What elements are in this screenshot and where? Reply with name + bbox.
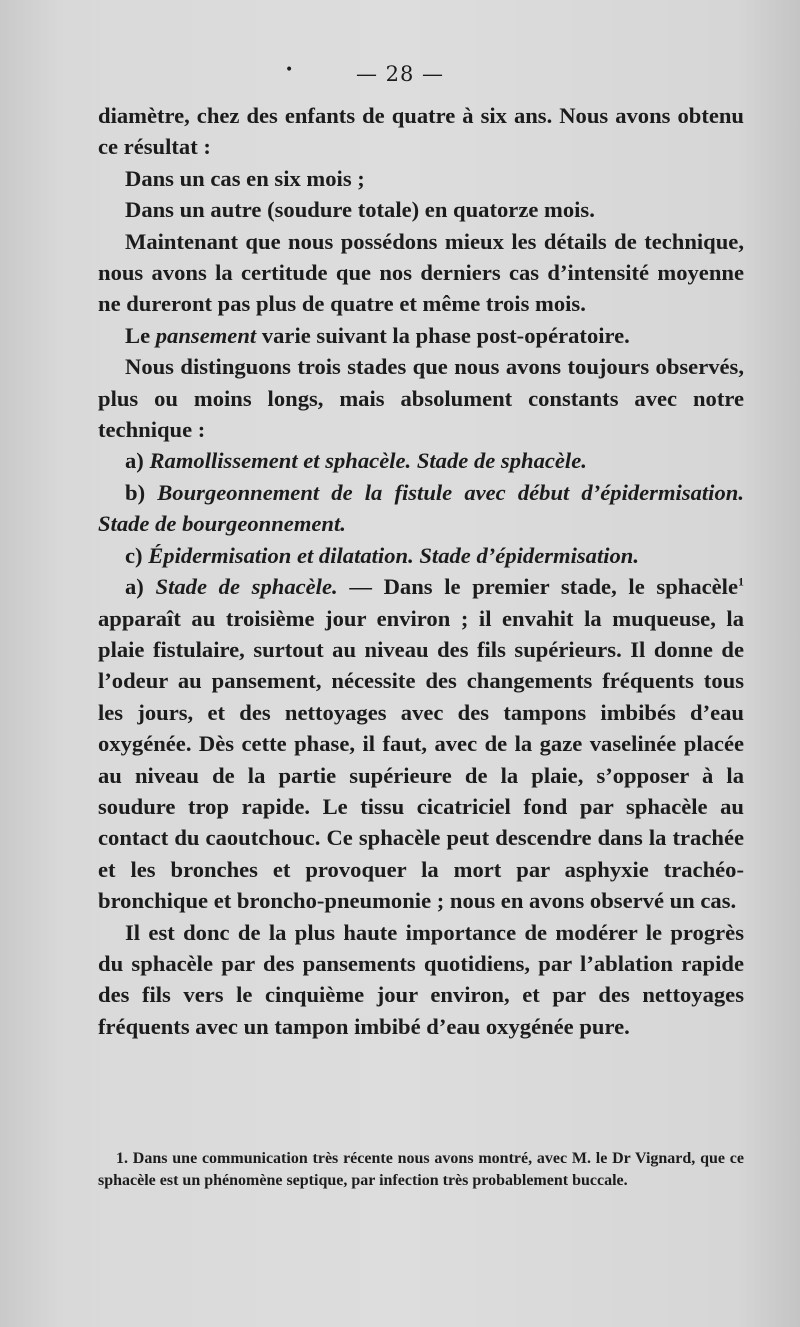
stage-list-b [98, 477, 744, 540]
paragraph-5 [98, 320, 744, 351]
stage-b-marker: b) [125, 479, 158, 505]
paragraph-5-italic: pansement [155, 322, 257, 348]
stage-a-detail-title: Stade de sphacèle. [155, 574, 338, 600]
stage-c-marker: c) [125, 542, 149, 568]
stage-a-marker: a) [125, 448, 150, 474]
stage-b-title: Bourgeonnement de la fistule avec début d’épidermisation. Stade de bourgeonnement. [98, 479, 744, 537]
print-dot: • [285, 62, 294, 78]
paragraph-stage-a [98, 571, 744, 916]
stage-c-title: Épidermisation et dilatation. Stade d’épidermisation. [148, 542, 640, 568]
paragraph-5-end: varie suivant la phase post-opératoire. [256, 322, 630, 348]
main-text [98, 100, 744, 1042]
paragraph-5-start: Le [125, 322, 156, 348]
stage-a-detail-start: — Dans le premier stade, le sphacèle [337, 574, 738, 600]
footnote-text: 1. Dans une communication très récente nous avons montré, avec M. le Dr Vignard, que ce sphacèle est un phénomène septique, par infection très probablement buccale. [98, 1150, 744, 1189]
paragraph-conclusion: Il est donc de la plus haute importance de modérer le progrès du sphacèle par des pansements quotidiens, par l’ablation rapide des fils vers le cinquième jour environ, et par des nettoyages fréquents avec un tampon imbibé d’eau oxygénée pure. [98, 919, 744, 1039]
paragraph-1: diamètre, chez des enfants de quatre à six ans. Nous avons obtenu ce résultat : [98, 103, 744, 160]
stage-list-a [98, 445, 744, 476]
paragraph-3: Dans un autre (soudure totale) en quatorze mois. [125, 197, 595, 223]
stage-a-detail-marker: a) [125, 574, 156, 600]
footnote [98, 1148, 744, 1191]
page-number: — 28 — [355, 62, 445, 86]
footnote-reference: 1 [737, 574, 744, 589]
paragraph-4: Maintenant que nous possédons mieux les détails de technique, nous avons la certitude que nos derniers cas d’intensité moyenne ne dureront pas plus de quatre et même trois mois. [98, 228, 744, 317]
stage-a-title: Ramollissement et sphacèle. Stade de sphacèle. [149, 448, 587, 474]
stage-a-detail-rest: apparaît au troisième jour environ ; il envahit la muqueuse, la plaie fistulaire, surtout au niveau des fils supérieurs. Il donne de l’odeur au pansement, nécessite des changements fréquents tous les jours, et des nettoyages avec des tampons imbibés d’eau oxygénée. Dès cette phase, il faut, avec de la gaze vaselinée placée au niveau de la partie supérieure de la plaie, s’opposer à la soudure trop rapide. Le tissu cicatriciel fond par sphacèle au contact du caoutchouc. Ce sphacèle peut descendre dans la trachée et les bronches et provoquer la mort par asphyxie trachéo-bronchique et broncho-pneumonie ; nous en avons observé un cas. [98, 605, 744, 914]
paragraph-6: Nous distinguons trois stades que nous avons toujours observés, plus ou moins longs, mais absolument constants avec notre technique : [98, 354, 744, 443]
paragraph-2: Dans un cas en six mois ; [125, 165, 365, 191]
stage-list-c [98, 540, 744, 571]
